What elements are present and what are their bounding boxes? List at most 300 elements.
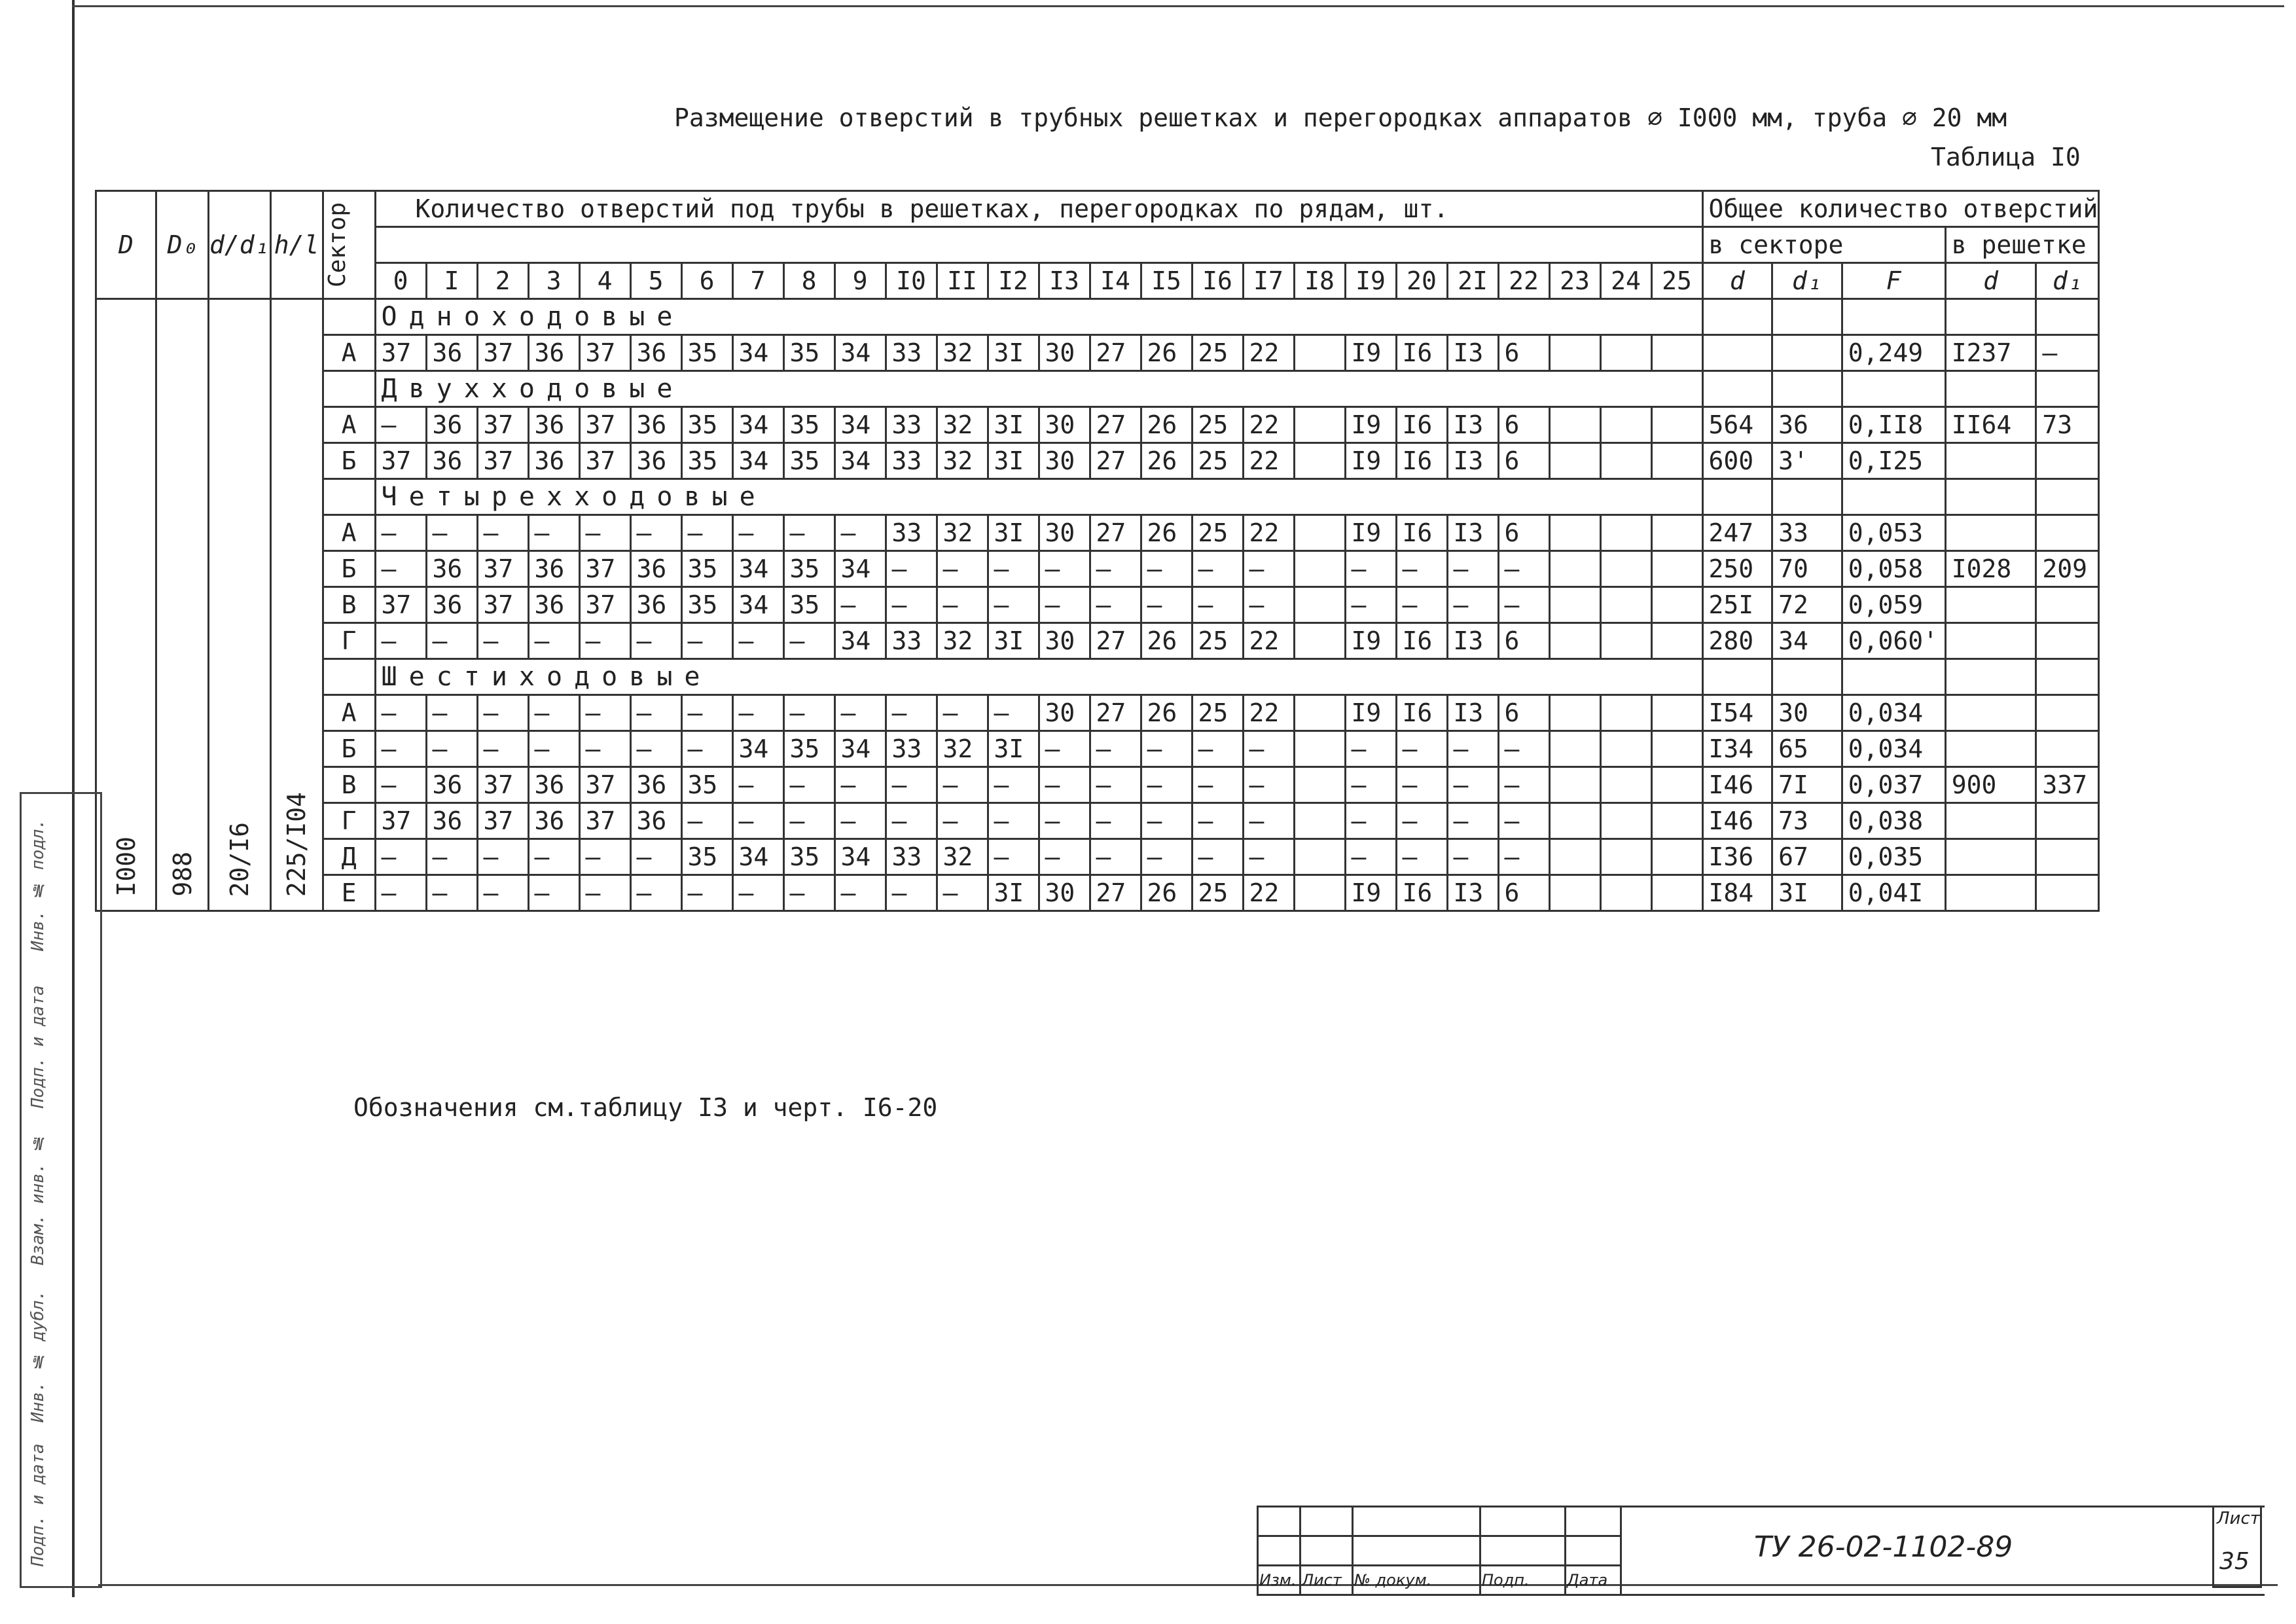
header-row-number: I6 xyxy=(1192,263,1243,299)
count-cell xyxy=(1294,407,1345,443)
count-cell: 33 xyxy=(886,407,937,443)
count-cell: 26 xyxy=(1141,515,1192,551)
count-cell: 36 xyxy=(630,551,681,587)
count-cell: 3I xyxy=(988,335,1039,371)
sector-cell: Б xyxy=(323,731,375,767)
count-cell xyxy=(1600,551,1651,587)
grid-d1-cell xyxy=(2036,623,2099,659)
count-cell: I3 xyxy=(1447,515,1498,551)
count-cell: I9 xyxy=(1345,335,1396,371)
count-cell: – xyxy=(681,803,732,839)
count-cell: – xyxy=(834,695,886,731)
count-cell: – xyxy=(579,623,630,659)
count-cell: – xyxy=(783,515,834,551)
sector-d-cell: 280 xyxy=(1702,623,1772,659)
sector-d-cell: 564 xyxy=(1702,407,1772,443)
section-title: Одноходовые xyxy=(375,299,1702,335)
count-cell: – xyxy=(988,587,1039,623)
count-cell xyxy=(1600,515,1651,551)
header-row-number: 25 xyxy=(1651,263,1702,299)
side-label: Подп. и дата xyxy=(28,1443,48,1566)
header-D: D xyxy=(96,191,156,299)
header-row-number: 2 xyxy=(477,263,528,299)
table-number: Таблица I0 xyxy=(1931,143,2081,171)
header-grid-d: d xyxy=(1945,263,2036,299)
count-cell: 26 xyxy=(1141,407,1192,443)
count-cell: I3 xyxy=(1447,623,1498,659)
count-cell: – xyxy=(783,803,834,839)
count-cell xyxy=(1549,695,1600,731)
count-cell: I9 xyxy=(1345,875,1396,911)
count-cell: – xyxy=(375,839,426,875)
count-cell: 30 xyxy=(1039,335,1090,371)
count-cell xyxy=(1294,515,1345,551)
count-cell: 37 xyxy=(375,443,426,479)
count-cell: – xyxy=(630,695,681,731)
count-cell: 6 xyxy=(1498,623,1549,659)
count-cell: – xyxy=(375,623,426,659)
count-cell: 35 xyxy=(681,335,732,371)
count-cell: 3I xyxy=(988,623,1039,659)
header-blank xyxy=(375,227,1702,263)
count-cell: – xyxy=(834,803,886,839)
count-cell: 25 xyxy=(1192,623,1243,659)
sector-cell: Б xyxy=(323,443,375,479)
count-cell: 36 xyxy=(426,551,477,587)
count-cell xyxy=(1549,623,1600,659)
count-cell: 34 xyxy=(732,551,783,587)
sector-F-cell: 0,I25 xyxy=(1842,443,1945,479)
count-cell: I9 xyxy=(1345,443,1396,479)
count-cell: – xyxy=(732,803,783,839)
count-cell: 37 xyxy=(579,335,630,371)
count-cell: – xyxy=(1396,839,1447,875)
count-cell: – xyxy=(886,803,937,839)
grid-d1-cell: 209 xyxy=(2036,551,2099,587)
count-cell: 37 xyxy=(579,407,630,443)
count-cell: – xyxy=(1498,587,1549,623)
header-row-number: 0 xyxy=(375,263,426,299)
count-cell: 3I xyxy=(988,515,1039,551)
header-d-d1: d/d₁ xyxy=(209,191,271,299)
sector-d1-cell: 73 xyxy=(1772,803,1842,839)
count-cell: – xyxy=(528,875,579,911)
count-cell xyxy=(1294,587,1345,623)
count-cell xyxy=(1651,407,1702,443)
grid-d-cell xyxy=(1945,587,2036,623)
grid-d1-cell xyxy=(2036,839,2099,875)
count-cell: – xyxy=(1447,731,1498,767)
stamp-label: № докум. xyxy=(1353,1566,1480,1595)
header-row-number: I4 xyxy=(1090,263,1141,299)
count-cell: 33 xyxy=(886,731,937,767)
count-cell: – xyxy=(477,623,528,659)
count-cell: – xyxy=(1192,731,1243,767)
count-cell: – xyxy=(1039,551,1090,587)
sector-d-cell: I46 xyxy=(1702,803,1772,839)
count-cell: 32 xyxy=(937,515,988,551)
sector-d-cell: 250 xyxy=(1702,551,1772,587)
header-row-number: 23 xyxy=(1549,263,1600,299)
count-cell xyxy=(1549,551,1600,587)
count-cell: 34 xyxy=(834,731,886,767)
grid-d-cell: 900 xyxy=(1945,767,2036,803)
sector-F-cell: 0,060' xyxy=(1842,623,1945,659)
count-cell xyxy=(1549,731,1600,767)
count-cell: 6 xyxy=(1498,335,1549,371)
count-cell: 35 xyxy=(783,407,834,443)
count-cell xyxy=(1600,443,1651,479)
count-cell: I9 xyxy=(1345,515,1396,551)
count-cell: 36 xyxy=(630,335,681,371)
count-cell: 32 xyxy=(937,623,988,659)
count-cell: – xyxy=(1243,803,1294,839)
count-cell: 37 xyxy=(375,335,426,371)
section-title: Двухходовые xyxy=(375,371,1702,407)
count-cell: I9 xyxy=(1345,695,1396,731)
count-cell: – xyxy=(1243,731,1294,767)
sector-d1-cell xyxy=(1772,335,1842,371)
document-title: Размещение отверстий в трубных решетках и перегородках аппаратов ∅ I000 мм, труба ∅ 20 мм xyxy=(674,103,2007,132)
section-total-blank xyxy=(2036,299,2099,335)
count-cell xyxy=(1549,443,1600,479)
count-cell xyxy=(1549,335,1600,371)
count-cell: 36 xyxy=(528,767,579,803)
count-cell: – xyxy=(1192,551,1243,587)
count-cell: I6 xyxy=(1396,875,1447,911)
header-sector-text: Сектор xyxy=(323,202,351,288)
grid-d-cell: I237 xyxy=(1945,335,2036,371)
count-cell xyxy=(1600,803,1651,839)
count-cell: – xyxy=(1192,587,1243,623)
count-cell xyxy=(1549,515,1600,551)
count-cell: – xyxy=(1345,803,1396,839)
count-cell: – xyxy=(1498,767,1549,803)
count-cell: 32 xyxy=(937,731,988,767)
grid-d-cell xyxy=(1945,443,2036,479)
header-row-number: 24 xyxy=(1600,263,1651,299)
document-code: ТУ 26-02-1102-89 xyxy=(1754,1530,2013,1564)
sector-d1-cell: 70 xyxy=(1772,551,1842,587)
grid-d1-cell: 337 xyxy=(2036,767,2099,803)
count-cell: – xyxy=(834,587,886,623)
count-cell: 37 xyxy=(477,767,528,803)
sector-cell: А xyxy=(323,335,375,371)
count-cell: – xyxy=(1141,803,1192,839)
sector-F-cell: 0,059 xyxy=(1842,587,1945,623)
count-cell xyxy=(1600,695,1651,731)
count-cell: – xyxy=(579,875,630,911)
count-cell: 36 xyxy=(426,443,477,479)
count-cell: – xyxy=(1345,551,1396,587)
count-cell: – xyxy=(1141,767,1192,803)
count-cell: 22 xyxy=(1243,335,1294,371)
header-row-number: I3 xyxy=(1039,263,1090,299)
count-cell: – xyxy=(1498,731,1549,767)
count-cell: 36 xyxy=(426,767,477,803)
count-cell: 37 xyxy=(477,335,528,371)
count-cell: I6 xyxy=(1396,443,1447,479)
count-cell: 27 xyxy=(1090,515,1141,551)
count-cell: – xyxy=(681,515,732,551)
count-cell: – xyxy=(1447,587,1498,623)
count-cell: 37 xyxy=(579,443,630,479)
count-cell: – xyxy=(375,731,426,767)
count-cell: – xyxy=(1243,551,1294,587)
count-cell: – xyxy=(1396,767,1447,803)
count-cell: – xyxy=(1345,767,1396,803)
count-cell: 22 xyxy=(1243,695,1294,731)
left-D0-text: 988 xyxy=(168,852,197,897)
count-cell: 26 xyxy=(1141,443,1192,479)
count-cell: 27 xyxy=(1090,443,1141,479)
count-cell: – xyxy=(1345,731,1396,767)
count-cell: 34 xyxy=(834,551,886,587)
count-cell: 22 xyxy=(1243,875,1294,911)
grid-d-cell xyxy=(1945,515,2036,551)
header-sector-F: F xyxy=(1842,263,1945,299)
count-cell: 36 xyxy=(528,803,579,839)
sector-d-cell: I36 xyxy=(1702,839,1772,875)
sector-F-cell: 0,058 xyxy=(1842,551,1945,587)
count-cell xyxy=(1549,839,1600,875)
count-cell xyxy=(1651,587,1702,623)
header-in-grid: в решетке xyxy=(1945,227,2099,263)
count-cell: 34 xyxy=(732,839,783,875)
count-cell: 33 xyxy=(886,515,937,551)
count-cell: – xyxy=(375,407,426,443)
count-cell: 35 xyxy=(783,587,834,623)
header-row-number: 8 xyxy=(783,263,834,299)
count-cell: 30 xyxy=(1039,623,1090,659)
header-h-l: h/l xyxy=(270,191,323,299)
count-cell: 6 xyxy=(1498,695,1549,731)
count-cell: I6 xyxy=(1396,623,1447,659)
section-total-blank xyxy=(1702,659,1772,695)
count-cell: 6 xyxy=(1498,443,1549,479)
header-row-number: I0 xyxy=(886,263,937,299)
side-label: Подп. и дата xyxy=(28,985,48,1108)
count-cell xyxy=(1294,551,1345,587)
count-cell xyxy=(1651,335,1702,371)
count-cell: – xyxy=(1039,767,1090,803)
sector-cell: А xyxy=(323,407,375,443)
count-cell: – xyxy=(375,875,426,911)
count-cell: 36 xyxy=(630,803,681,839)
sector-F-cell: 0,249 xyxy=(1842,335,1945,371)
header-total-title: Общее количество отверстий xyxy=(1702,191,2099,227)
count-cell: 32 xyxy=(937,407,988,443)
count-cell: 34 xyxy=(834,407,886,443)
count-cell: 33 xyxy=(886,623,937,659)
count-cell: 37 xyxy=(477,407,528,443)
count-cell xyxy=(1549,803,1600,839)
count-cell: – xyxy=(528,731,579,767)
count-cell: – xyxy=(426,695,477,731)
count-cell: – xyxy=(630,623,681,659)
count-cell: 37 xyxy=(477,551,528,587)
grid-d-cell: I028 xyxy=(1945,551,2036,587)
count-cell: – xyxy=(1090,839,1141,875)
count-cell: 36 xyxy=(528,443,579,479)
left-d-d1 xyxy=(209,299,271,911)
count-cell: 37 xyxy=(477,587,528,623)
section-total-blank xyxy=(2036,371,2099,407)
count-cell: 37 xyxy=(477,803,528,839)
sector-F-cell: 0,038 xyxy=(1842,803,1945,839)
sector-F-cell: 0,034 xyxy=(1842,695,1945,731)
grid-d1-cell xyxy=(2036,587,2099,623)
count-cell: – xyxy=(1498,803,1549,839)
count-cell: – xyxy=(1498,551,1549,587)
count-cell xyxy=(1294,335,1345,371)
count-cell xyxy=(1294,803,1345,839)
sector-d1-cell: 34 xyxy=(1772,623,1842,659)
count-cell: – xyxy=(477,695,528,731)
count-cell: 35 xyxy=(681,443,732,479)
header-row-number: I5 xyxy=(1141,263,1192,299)
count-cell: – xyxy=(886,695,937,731)
sheet-box xyxy=(2212,1506,2262,1588)
count-cell: – xyxy=(528,515,579,551)
sector-cell: А xyxy=(323,515,375,551)
count-cell: 36 xyxy=(528,551,579,587)
sector-d1-cell: 72 xyxy=(1772,587,1842,623)
section-total-blank xyxy=(2036,479,2099,515)
section-total-blank xyxy=(1842,479,1945,515)
header-row-number: I9 xyxy=(1345,263,1396,299)
count-cell: – xyxy=(988,551,1039,587)
count-cell: – xyxy=(375,767,426,803)
count-cell: 36 xyxy=(630,767,681,803)
count-cell xyxy=(1294,695,1345,731)
count-cell: 22 xyxy=(1243,515,1294,551)
count-cell: 26 xyxy=(1141,695,1192,731)
count-cell: – xyxy=(783,767,834,803)
count-cell: – xyxy=(988,803,1039,839)
count-cell: – xyxy=(1090,587,1141,623)
count-cell: – xyxy=(1141,731,1192,767)
left-h-l-text: 225/I04 xyxy=(282,791,312,897)
count-cell: – xyxy=(886,587,937,623)
sheet-label: Лист xyxy=(2217,1509,2260,1528)
count-cell: 34 xyxy=(834,443,886,479)
count-cell: – xyxy=(477,731,528,767)
count-cell: 30 xyxy=(1039,875,1090,911)
count-cell: 33 xyxy=(886,335,937,371)
count-cell: 34 xyxy=(732,407,783,443)
sector-d-cell: I54 xyxy=(1702,695,1772,731)
count-cell: 36 xyxy=(426,335,477,371)
count-cell xyxy=(1600,839,1651,875)
count-cell: – xyxy=(1039,731,1090,767)
header-row-number: I xyxy=(426,263,477,299)
count-cell: 36 xyxy=(630,587,681,623)
count-cell: 37 xyxy=(477,443,528,479)
sector-F-cell: 0,035 xyxy=(1842,839,1945,875)
header-row-number: 5 xyxy=(630,263,681,299)
count-cell: – xyxy=(1141,551,1192,587)
count-cell: 35 xyxy=(681,587,732,623)
count-cell: 26 xyxy=(1141,335,1192,371)
count-cell: – xyxy=(375,551,426,587)
count-cell xyxy=(1651,803,1702,839)
section-sector-blank xyxy=(323,299,375,335)
grid-d1-cell: 73 xyxy=(2036,407,2099,443)
count-cell: 36 xyxy=(528,407,579,443)
count-cell xyxy=(1600,875,1651,911)
section-total-blank xyxy=(1945,659,2036,695)
count-cell: – xyxy=(579,839,630,875)
count-cell: 32 xyxy=(937,839,988,875)
count-cell: 3I xyxy=(988,875,1039,911)
header-row-number: 9 xyxy=(834,263,886,299)
count-cell: 6 xyxy=(1498,515,1549,551)
count-cell: 35 xyxy=(783,551,834,587)
section-total-blank xyxy=(1842,299,1945,335)
sector-d1-cell: 36 xyxy=(1772,407,1842,443)
sector-d-cell: 247 xyxy=(1702,515,1772,551)
section-sector-blank xyxy=(323,659,375,695)
count-cell: – xyxy=(1141,587,1192,623)
count-cell: – xyxy=(732,767,783,803)
count-cell xyxy=(1600,767,1651,803)
count-cell: I9 xyxy=(1345,623,1396,659)
count-cell: 30 xyxy=(1039,515,1090,551)
count-cell xyxy=(1600,623,1651,659)
count-cell: – xyxy=(1243,839,1294,875)
grid-d1-cell xyxy=(2036,731,2099,767)
count-cell: – xyxy=(1396,587,1447,623)
count-cell: 37 xyxy=(579,803,630,839)
count-cell: 35 xyxy=(681,407,732,443)
grid-d1-cell xyxy=(2036,443,2099,479)
count-cell: – xyxy=(732,695,783,731)
section-total-blank xyxy=(1945,479,2036,515)
count-cell: – xyxy=(1192,839,1243,875)
count-cell xyxy=(1294,839,1345,875)
count-cell: – xyxy=(1447,767,1498,803)
count-cell: – xyxy=(1447,551,1498,587)
sector-d-cell: I84 xyxy=(1702,875,1772,911)
count-cell xyxy=(1600,587,1651,623)
count-cell: – xyxy=(579,515,630,551)
sector-cell: В xyxy=(323,587,375,623)
sector-F-cell: 0,037 xyxy=(1842,767,1945,803)
sector-cell: В xyxy=(323,767,375,803)
header-row-number: I7 xyxy=(1243,263,1294,299)
header-grid-d1: d₁ xyxy=(2036,263,2099,299)
count-cell: – xyxy=(1396,731,1447,767)
stamp-label: Дата xyxy=(1566,1566,1621,1595)
count-cell: – xyxy=(988,839,1039,875)
count-cell xyxy=(1549,875,1600,911)
grid-d-cell xyxy=(1945,623,2036,659)
count-cell: I6 xyxy=(1396,335,1447,371)
count-cell: – xyxy=(937,803,988,839)
section-total-blank xyxy=(1772,659,1842,695)
count-cell: 3I xyxy=(988,443,1039,479)
count-cell: 36 xyxy=(426,407,477,443)
count-cell: – xyxy=(1192,803,1243,839)
count-cell: 35 xyxy=(783,731,834,767)
count-cell: – xyxy=(1039,803,1090,839)
side-label: Инв. № подл. xyxy=(28,818,48,951)
sector-F-cell: 0,II8 xyxy=(1842,407,1945,443)
section-total-blank xyxy=(2036,659,2099,695)
grid-d1-cell: – xyxy=(2036,335,2099,371)
count-cell xyxy=(1549,587,1600,623)
